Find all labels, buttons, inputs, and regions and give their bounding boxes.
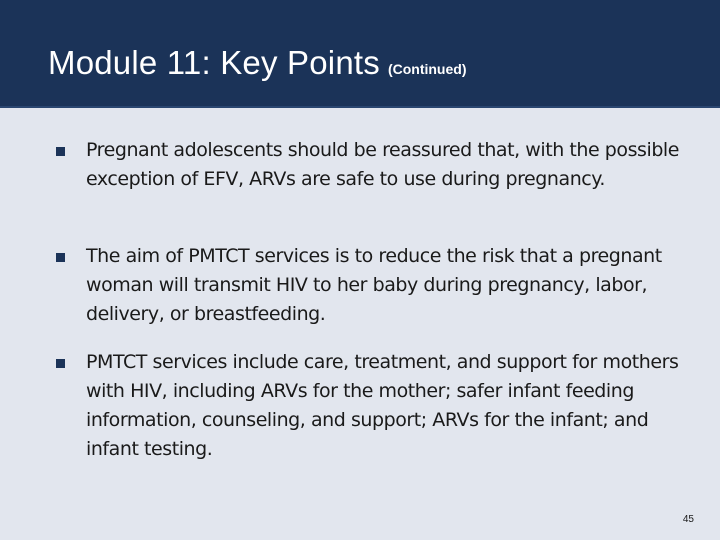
square-bullet-icon xyxy=(56,359,65,368)
title-subtitle: (Continued) xyxy=(387,61,467,77)
square-bullet-icon xyxy=(56,253,65,262)
square-bullet-icon xyxy=(56,147,65,156)
list-item-text: PMTCT services include care, treatment, and support for mothers with HIV, including ARVs for the mother; safer infant feeding information, counseling, and support; ARVs for the infant; and infant testing. xyxy=(86,351,679,460)
list-item-text: Pregnant adolescents should be reassured that, with the possible exception of EFV, ARVs are safe to use during pregnancy. xyxy=(86,139,679,190)
title-text: Module 11: Key Points xyxy=(48,44,380,81)
list-item-text: The aim of PMTCT services is to reduce the risk that a pregnant woman will transmit HIV to her baby during pregnancy, labor, delivery, or breastfeeding. xyxy=(86,245,662,325)
page-number: 45 xyxy=(682,514,694,525)
